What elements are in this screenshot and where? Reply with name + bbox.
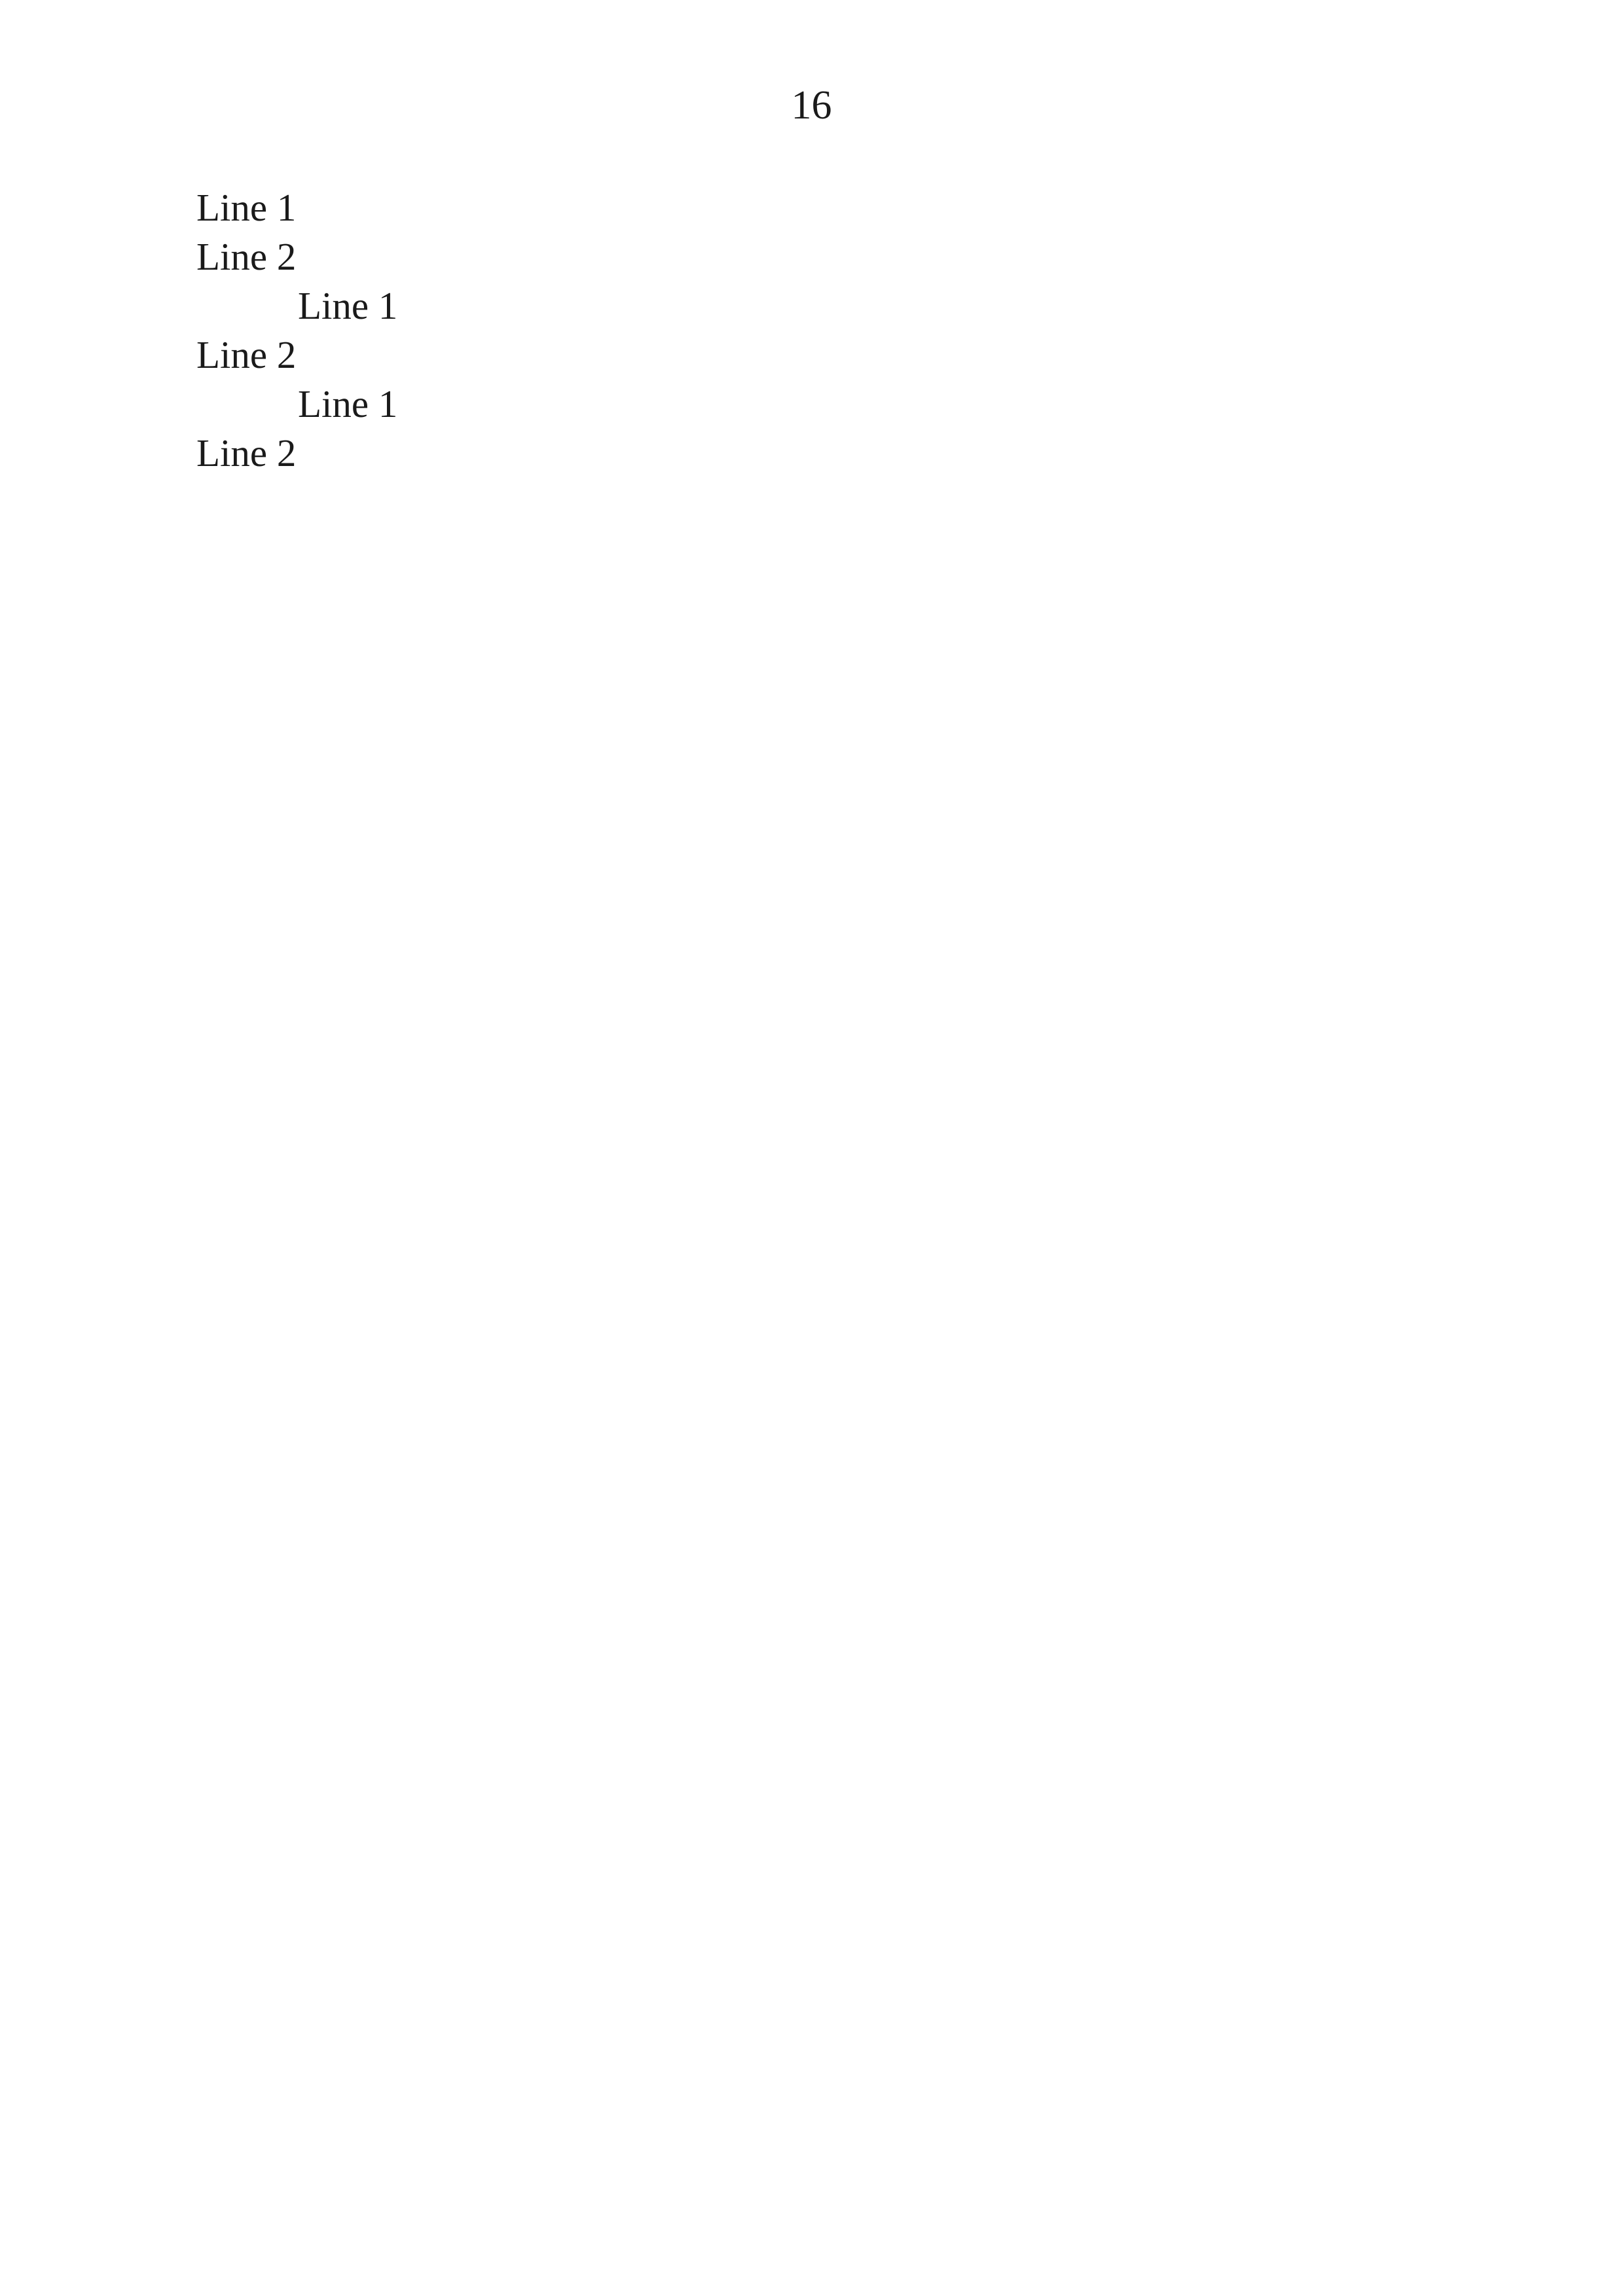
text-line: Line 2 bbox=[196, 235, 297, 278]
page-number: 16 bbox=[791, 83, 832, 128]
text-block bbox=[196, 281, 1440, 380]
text-line: Line 1 bbox=[298, 382, 398, 425]
text-block bbox=[196, 183, 1440, 281]
text-block bbox=[196, 380, 1440, 478]
text-line: Line 2 bbox=[196, 431, 297, 475]
text-line: Line 2 bbox=[196, 333, 297, 376]
text-line: Line 1 bbox=[298, 284, 398, 327]
document-body bbox=[196, 183, 1440, 478]
text-line: Line 1 bbox=[196, 186, 297, 229]
